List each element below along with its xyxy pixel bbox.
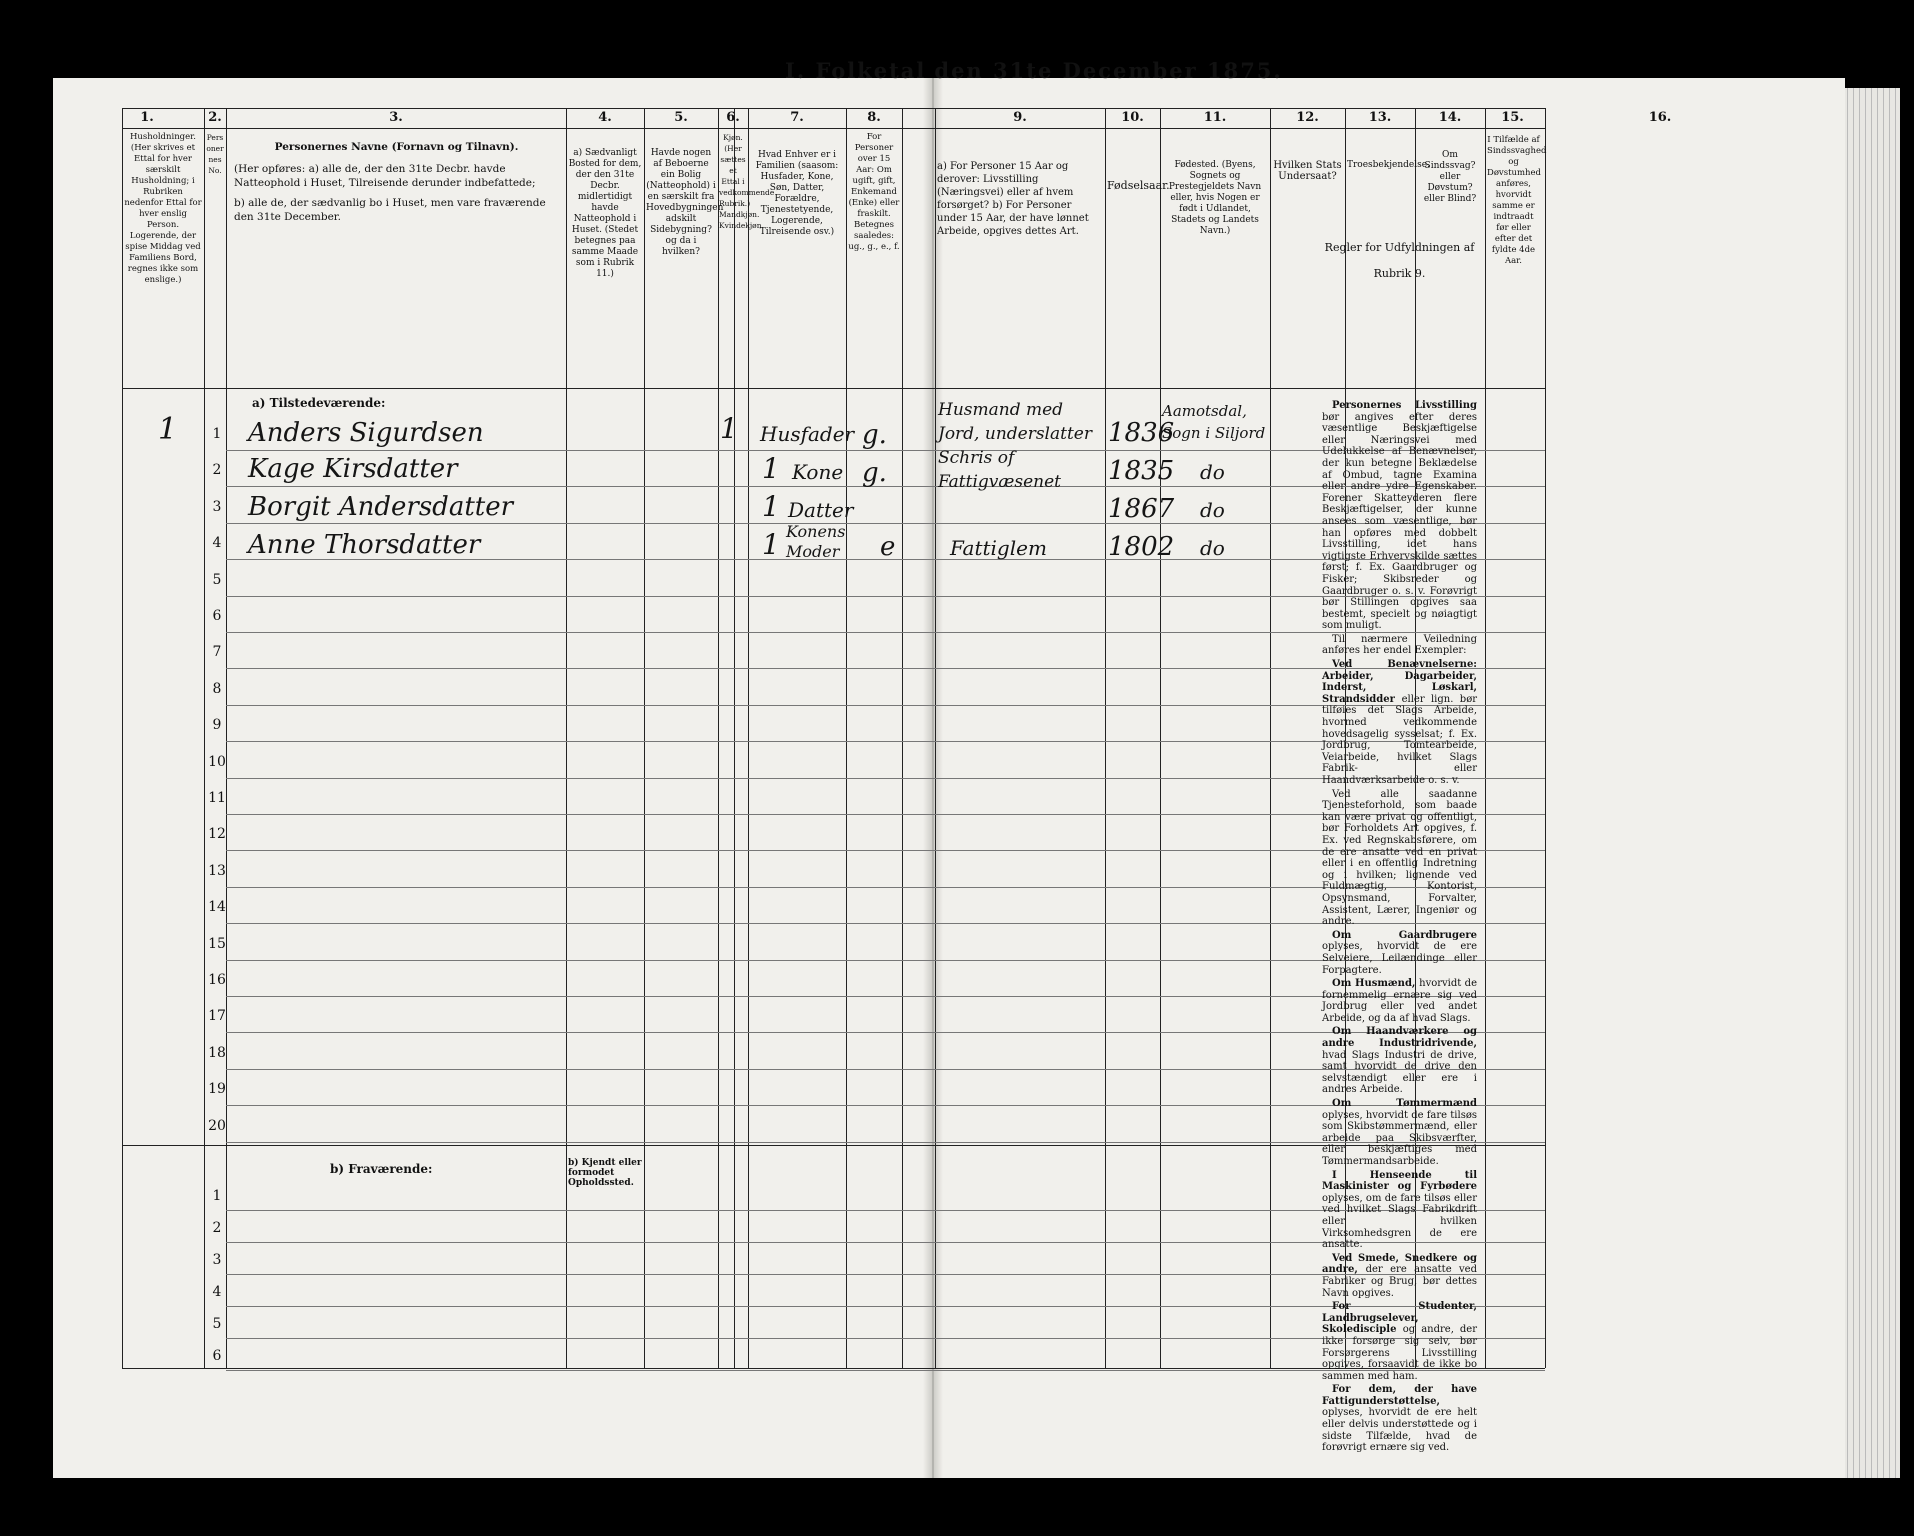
person-4-role: Konens Moder [786,522,846,561]
grid-vline [734,108,735,1368]
colnum-14: 14. [1438,110,1462,125]
colnum-2: 2. [208,110,222,125]
rule-lead: Personernes Livsstilling [1332,400,1477,411]
rule-paragraph [1322,789,1477,928]
person-3-role: Datter [788,498,854,522]
rule-text: oplyses, hvorvidt de fare tilsøs som Skibstømmermænd, eller arbeide paa Skibsværfter, eller beskjæftiges med Tømmermandsarbeide. [1322,1109,1477,1167]
grid-vline [644,108,645,1368]
person-1-occupation: Husmand med Jord, underslatter Schris of Fattigvæsenet [938,400,1092,492]
rule-text: Til nærmere Veiledning anføres her endel Exempler: [1322,633,1477,657]
grid-vline [1270,108,1271,1368]
section-absent: b) Fraværende: [330,1162,433,1176]
header-birthplace: Fødested. (Byens, Sognets og Prestegjeldets Navn eller, hvis Nogen er født i Udlandet, Stadets og Landets Navn.) [1168,160,1262,236]
rule-text: hvorvidt de fornemmelig ernære sig ved Jordbrug eller ved andet Arbeide, og da af hvad Slags. [1322,978,1477,1024]
header-occupation: a) For Personer 15 Aar og derover: Livsstilling (Næringsvei) eller af hvem forsørget? b) For Personer under 15 Aar, der have lønnet Arbeide, opgives dettes Art. [937,161,1089,237]
header-households: Husholdninger. (Her skrives et Ettal for hver særskilt Husholdning; i Rubriken nedenfor Ettal for hver enslig Person. Logerende, der spise Middag ved Familiens Bord, regnes ikke som enslige.) [124,132,202,285]
person-2-marital: g. [862,458,887,488]
row-number: 17 [208,1008,226,1025]
rule-paragraph [1322,978,1477,1024]
row-number: 3 [212,498,222,515]
grid-vline [846,108,847,1368]
colnum-5: 5. [674,110,688,125]
grid-top-line [122,108,1545,109]
rule-lead: Om Haandværkere og andre Industridrivende, [1322,1026,1477,1050]
person-2-name: Kage Kirsdatter [248,454,458,484]
colnum-8: 8. [867,110,881,125]
rule-text: og andre, der ikke forsørge sig selv, bør Forsørgerens Livsstilling opgives, forsaavidt de ikke bo sammen med ham. [1322,1324,1477,1382]
header-names-b: b) alle de, der sædvanlig bo i Huset, men vare fraværende den 31te December. [234,197,546,223]
header-usual-residence: a) Sædvanligt Bosted for dem, der den 31te Decbr. midlertidigt havde Natteophold i Huset. (Stedet betegnes paa samme Maade som i Rubrik 11.) [568,148,642,279]
colnum-6: 6. [726,110,740,125]
person-1-year: 1836 [1108,418,1175,448]
row-number: 1 [212,426,222,442]
header-family-role: Hvad Enhver er i Familien (saasom: Husfader, Kone, Søn, Datter, Forældre, Tjenestetyende, Logerende, Tilreisende osv.) [755,150,839,237]
person-1-name: Anders Sigurdsen [248,418,484,448]
grid-colnum-line [122,128,1545,129]
header-marital: For Personer over 15 Aar: Om ugift, gift, Enkemand (Enke) eller fraskilt. Betegnes saaledes: ug., g., e., f. [848,132,900,252]
rule-paragraph [1322,1384,1477,1454]
person-2-year: 1835 [1108,456,1175,486]
colnum-3: 3. [389,110,403,125]
row-number: 6 [212,608,222,624]
colnum-7: 7. [790,110,804,125]
row-number: 15 [208,935,226,952]
rule-lead: I Henseende til Maskinister og Fyrbødere [1322,1169,1477,1193]
rule-text: oplyses, hvorvidt de ere Selveiere, Leilændinge eller Forpagtere. [1322,941,1477,976]
rules-heading: Regler for Udfyldningen af Rubrik 9. [1324,241,1475,280]
person-4-name: Anne Thorsdatter [248,530,481,560]
rule-text: der ere ansatte ved Fabriker og Brug, bør dettes Navn opgives. [1322,1264,1478,1299]
rule-paragraph [1322,930,1477,976]
colnum-1: 1. [140,110,154,125]
header-disability: Om Sindssvag? eller Døvstum? eller Blind? [1423,150,1477,204]
person-4-marital: e [880,532,896,562]
rule-text: oplyses, om de fare tilsøs eller ved hvilket Slags Fabrikdrift eller hvilken Virksomhedsgren de ere ansatte. [1322,1192,1477,1251]
rule-lead: Om Husmænd, [1332,978,1420,990]
rule-paragraph [1322,634,1477,657]
header-citizenship: Hvilken Stats Undersaat? [1273,160,1342,182]
grid-vline [748,108,749,1368]
rule-lead: For Studenter, Landbrugselever, Skoledisciple [1322,1301,1477,1336]
row-number: 20 [208,1117,226,1134]
absent-row-number: 2 [212,1220,222,1236]
rule-text: Ved alle saadanne Tjenesteforhold, som baade kan være privat og offentligt, bør Forholdets Art opgives, f. Ex. ved Regnskabsførere, om de ere ansatte ved en privat eller i en offentlig Indretning og i hvilken; lignende ved Fuldmægtig, Kontorist, Opsynsmand, Forvalter, Assistent, Lærer, Ingeniør og andre. [1322,788,1477,928]
person-4-year: 1802 [1108,532,1175,562]
grid-vline [1545,108,1546,1368]
grid-vline [122,108,123,1368]
person-4-sex-f: 1 [762,528,780,561]
row-number: 16 [208,972,226,988]
colnum-12: 12. [1296,110,1319,125]
household-number: 1 [158,412,178,447]
absent-row-number: 5 [212,1316,222,1332]
colnum-10: 10. [1121,110,1144,125]
grid-vline [566,108,567,1368]
row-number: 10 [208,753,226,770]
row-number: 7 [212,644,222,661]
grid-vline [1160,108,1161,1368]
header-names-title: Personernes Navne (Fornavn og Tilnavn). [274,141,519,153]
absent-row-number: 3 [212,1252,222,1268]
rule-text: oplyses, hvorvidt de ere helt eller delvis understøttede og i sidste Tilfælde, hvad de forøvrigt ernære sig ved. [1322,1407,1477,1454]
header-person-no: Personernes No. [206,133,224,175]
header-names-a: (Her opføres: a) alle de, der den 31te Decbr. havde Natteophold i Huset, Tilreisende derunder indbefattede; [234,163,536,189]
colnum-4: 4. [598,110,612,125]
absent-row-number: 1 [212,1188,222,1204]
colnum-9: 9. [1013,110,1027,125]
person-1-sex-m: 1 [720,412,738,445]
grid-vline [226,108,227,1368]
rule-paragraph [1322,1301,1477,1382]
colnum-13: 13. [1368,110,1392,125]
header-names [234,140,559,224]
rule-paragraph [1322,1098,1477,1168]
row-number: 8 [212,680,222,697]
rule-lead: Ved Smede, Snedkere og andre, [1322,1252,1477,1276]
person-2-birthplace: do [1200,460,1225,484]
absent-row-number: 6 [212,1348,222,1364]
rule-text: eller lign. bør tilføies det Slags Arbeide, hvormed vedkommende hovedsagelig sysselsat; f. Ex. Jordbrug, Tomtearbeide, Veiarbeide, hvilket Slags Fabrik- eller Haandværksarbeide o. s. v. [1322,693,1477,786]
header-disability-onset: I Tilfælde af Sindssvaghed og Døvstumhed anføres, hvorvidt samme er indtraadt før eller efter det fyldte 4de Aar. [1487,135,1547,266]
colnum-16: 16. [1648,110,1672,125]
grid-vline [1485,108,1486,1368]
person-4-birthplace: do [1200,536,1225,560]
row-number: 14 [208,899,226,916]
person-3-sex-f: 1 [762,490,780,523]
absent-row-number: 4 [212,1284,222,1300]
row-number: 18 [208,1044,226,1061]
census-book [45,78,1845,1498]
grid-vline [902,108,903,1368]
rule-text: bør angives efter deres væsentlige Beskjæftigelse eller Næringsvei med Udelukkelse af Benævnelser, der kun betegne Beklædelse af Ombud, tagne Examina eller andre ydre Egenskaber. Forener Skatteyderen flere Beskjæftigelser, der kunne ansees som væsentlige, bør han opføres med dobbelt Livsstilling, idet hans vigtigste Erhvervskilde sættes først; f. Ex. Gaardbruger og Fisker; Skibsreder og Gaardbruger o. s. v. Forøvrigt bør Stillingen opgives saa bestemt, specielt og nøiagtigt som muligt. [1322,411,1477,632]
person-2-role: Kone [792,460,844,484]
grid-header-line [122,388,1545,389]
rules-text [1322,400,1477,1456]
rule-lead: Ved Benævnelserne: Arbeider, Dagarbeider, Inderst, Løskarl, Strandsidder [1322,659,1477,705]
grid-vline [718,108,719,1368]
row-number: 11 [208,790,226,806]
person-3-name: Borgit Andersdatter [248,492,514,522]
rule-paragraph [1322,1170,1477,1251]
rule-lead: Om Tømmermænd [1332,1098,1477,1110]
person-1-birthplace: Aamotsdal, Sogn i Siljord [1162,402,1266,442]
rule-lead: Om Gaardbrugere [1332,929,1477,941]
grid-vline [1105,108,1106,1368]
person-4-occupation: Fattiglem [950,536,1047,560]
person-1-role: Husfader [760,422,855,446]
section-absent-note: b) Kjendt eller formodet Opholdssted. [568,1158,642,1188]
rule-paragraph [1322,1026,1477,1096]
person-3-birthplace: do [1200,498,1225,522]
header-side-building: Havde nogen af Beboerne ein Bolig (Natteophold) i en særskilt fra Hovedbygningen adskilt Sidebygning? og da i hvilken? [646,148,724,257]
rule-text: hvad Slags Industri de drive, samt hvorvidt de drive den selvstændigt eller ere i andres Arbeide. [1322,1049,1477,1096]
row-number: 4 [212,535,222,552]
rule-paragraph [1322,659,1477,787]
row-number: 9 [212,717,222,734]
header-religion: Troesbekjendelse. [1347,160,1430,170]
header-birth-year: Fødselsaar. [1107,179,1170,192]
rule-paragraph [1322,1253,1477,1299]
grid-vline [204,108,205,1368]
person-1-marital: g. [862,420,887,450]
person-2-sex-f: 1 [762,452,780,485]
row-number: 19 [208,1081,226,1098]
rule-lead: For dem, der have Fattigunderstøttelse, [1322,1384,1477,1407]
header-sex: Kjøn. (Her sættes et Ettal i vedkommende Rubrik.) Mandkjøn. Kvindekjøn. [719,133,775,230]
colnum-11: 11. [1203,110,1227,125]
row-number: 5 [212,571,222,588]
row-number: 12 [208,826,226,843]
rule-paragraph [1322,400,1477,632]
colnum-15: 15. [1501,110,1524,125]
section-present: a) Tilstedeværende: [252,396,386,410]
row-number: 13 [208,862,226,879]
page-title: I. Folketal den 31te December 1875. [785,58,1283,83]
person-3-year: 1867 [1108,494,1175,524]
grid-vline [935,108,936,1368]
row-number: 2 [212,462,222,479]
